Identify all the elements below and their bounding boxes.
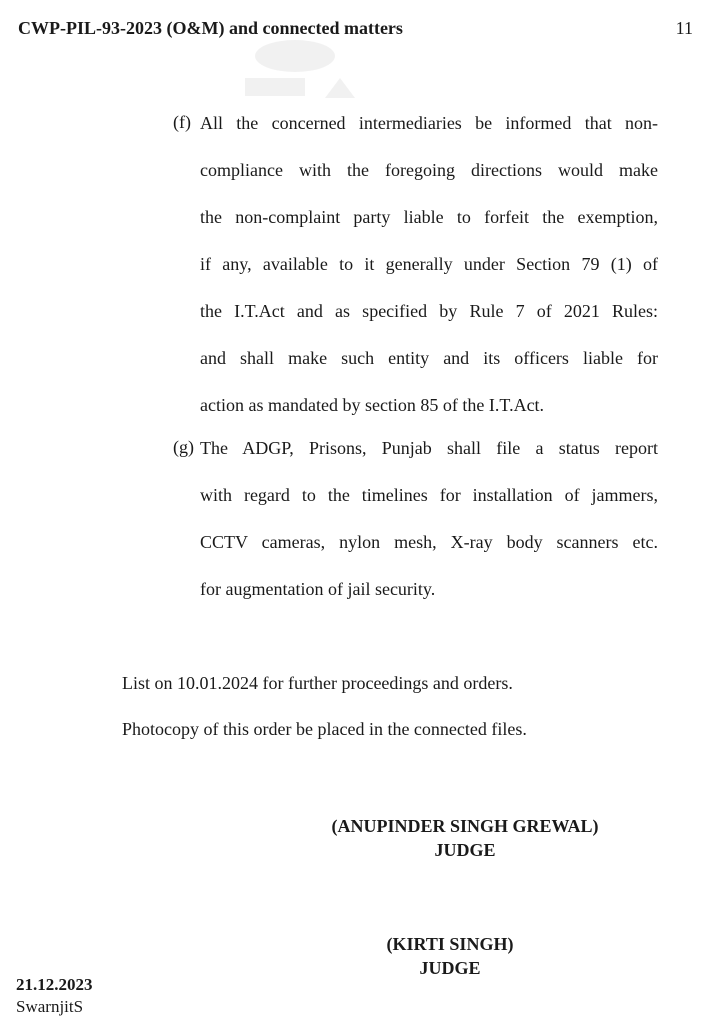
photocopy-order: Photocopy of this order be placed in the connected files.	[122, 719, 527, 739]
item-marker-g: (g)	[173, 437, 194, 457]
text-line: CCTV cameras, nylon mesh, X-ray body scanners etc.	[200, 532, 658, 552]
item-marker-f: (f)	[173, 112, 191, 132]
text-line: with regard to the timelines for installation of jammers,	[200, 485, 658, 505]
text-line: action as mandated by section 85 of the I.T.Act.	[200, 395, 545, 415]
direction-f	[173, 112, 658, 441]
text-line: the I.T.Act and as specified by Rule 7 of 2021 Rules:	[200, 301, 658, 321]
emblem-watermark-icon	[225, 38, 365, 108]
judge-signature-block	[300, 814, 630, 862]
judge-title: JUDGE	[419, 958, 481, 978]
text-line: The ADGP, Prisons, Punjab shall file a status report	[200, 438, 658, 458]
order-date: 21.12.2023	[16, 975, 93, 994]
case-title: CWP-PIL-93-2023 (O&M) and connected matters	[18, 18, 403, 38]
text-line: and shall make such entity and its officers liable for	[200, 348, 658, 368]
text-line: the non-complaint party liable to forfeit the exemption,	[200, 207, 658, 227]
judge-signature-block	[300, 932, 600, 980]
text-line: for augmentation of jail security.	[200, 579, 436, 599]
text-line: if any, available to it generally under Section 79 (1) of	[200, 254, 658, 274]
direction-g	[173, 437, 658, 625]
stenographer-name: SwarnjitS	[16, 997, 84, 1016]
text-line: All the concerned intermediaries be informed that non-	[200, 113, 658, 133]
judge-title: JUDGE	[434, 840, 496, 860]
judge-name: (KIRTI SINGH)	[386, 934, 514, 954]
page-number: 11	[675, 18, 693, 38]
judge-name: (ANUPINDER SINGH GREWAL)	[331, 816, 599, 836]
listing-order: List on 10.01.2024 for further proceedings and orders.	[122, 673, 513, 693]
text-line: compliance with the foregoing directions would make	[200, 160, 658, 180]
